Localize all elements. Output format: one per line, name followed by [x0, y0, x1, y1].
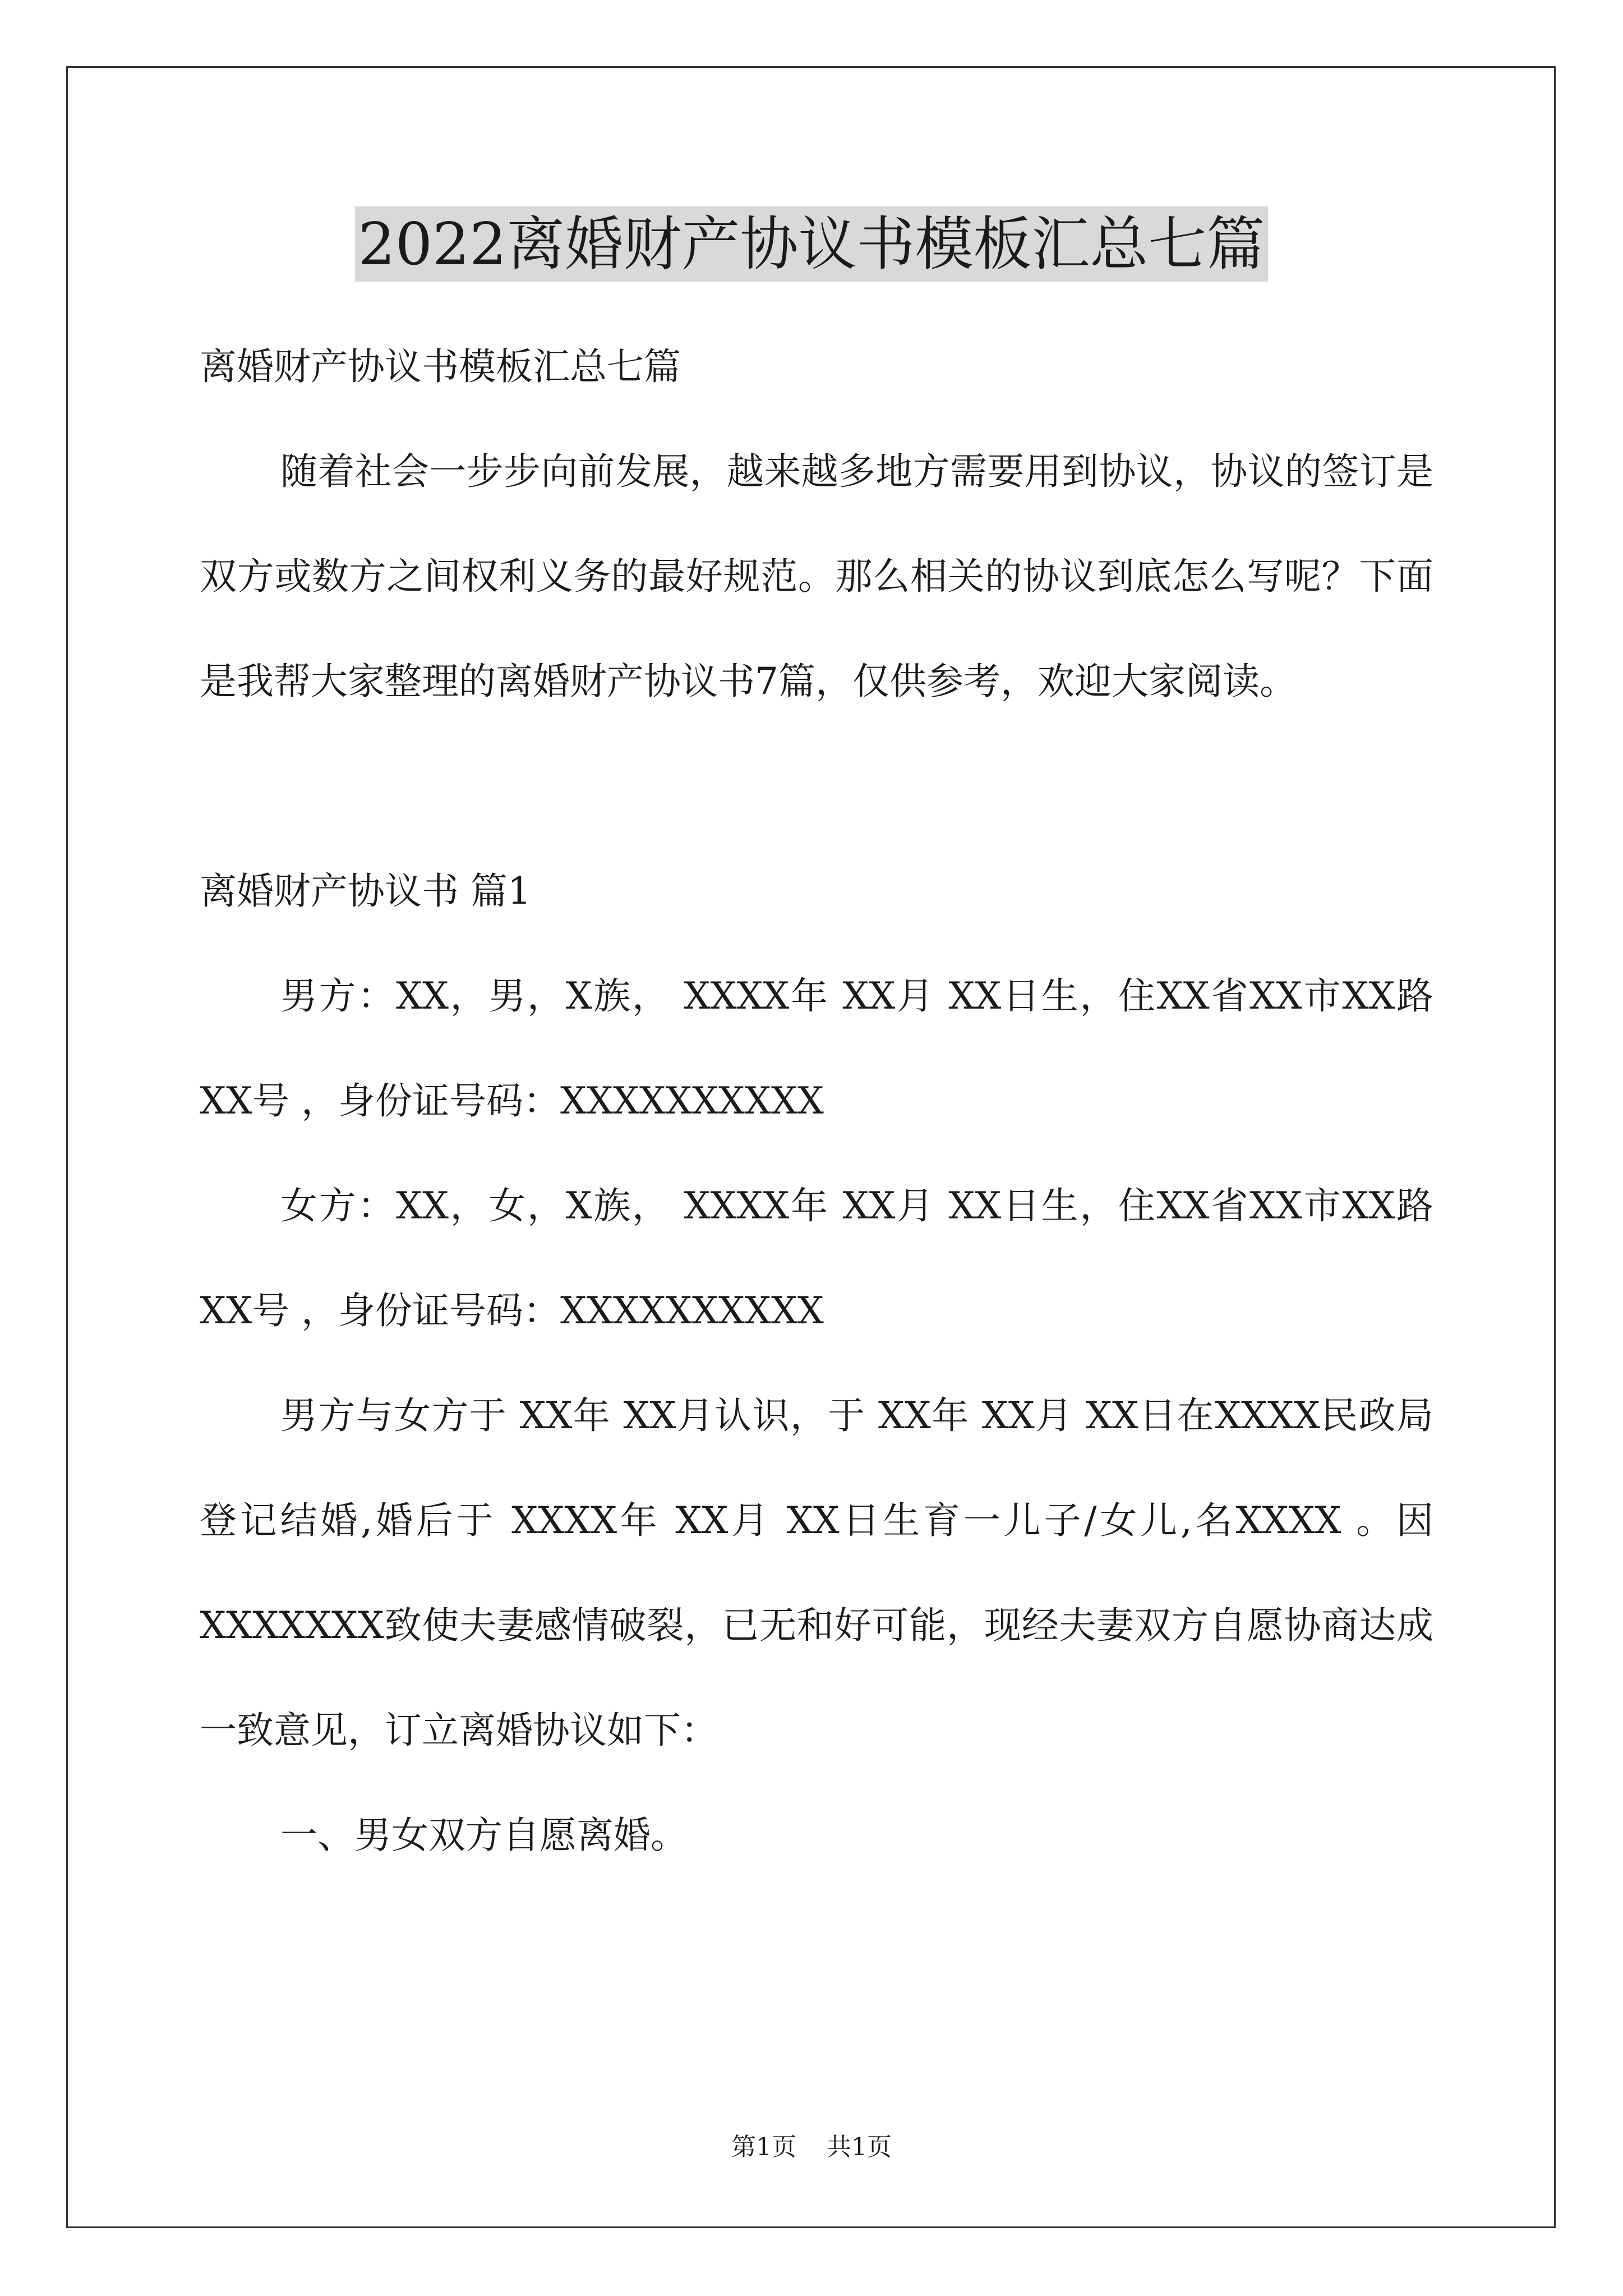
female-party-paragraph: 女方：XX，女，X族， XXXX年 XX月 XX日生，住XX省XX市XX路XX号 ，身份证号码：XXXXXXXXXX — [200, 1184, 1433, 1332]
marriage-history-paragraph: 男方与女方于 XX年 XX月认识，于 XX年 XX月 XX日在XXXX民政局登记结婚,婚后于 XXXX年 XX月 XX日生育一儿子/女儿,名XXXX 。因XXXXXXX致使夫妻感情破裂，已无和好可能，现经夫妻双方自愿协商达成一致意见，订立离婚协议如下： — [200, 1394, 1433, 1752]
intro-paragraph: 随着社会一步步向前发展，越来越多地方需要用到协议，协议的签订是双方或数方之间权利义务的最好规范。那么相关的协议到底怎么写呢？下面是我帮大家整理的离婚财产协议书7篇，仅供参考，欢迎大家阅读。 — [200, 450, 1433, 703]
document-title: 2022离婚财产协议书模板汇总七篇 — [355, 206, 1269, 282]
section-spacer — [200, 734, 1433, 839]
page-footer — [0, 2132, 1623, 2163]
clause-one-paragraph: 一、男女双方自愿离婚。 — [280, 1814, 688, 1857]
section-heading: 离婚财产协议书 篇1 — [200, 869, 531, 913]
document-subtitle: 离婚财产协议书模板汇总七篇 — [200, 345, 681, 388]
title-container — [0, 206, 1623, 282]
document-body — [200, 314, 1433, 1888]
page-number-total: 共1页 — [827, 2133, 892, 2161]
male-party-paragraph: 男方：XX，男，X族， XXXX年 XX月 XX日生，住XX省XX市XX路XX号 ，身份证号码：XXXXXXXXXX — [200, 974, 1433, 1122]
page-number-current: 第1页 — [731, 2133, 796, 2161]
